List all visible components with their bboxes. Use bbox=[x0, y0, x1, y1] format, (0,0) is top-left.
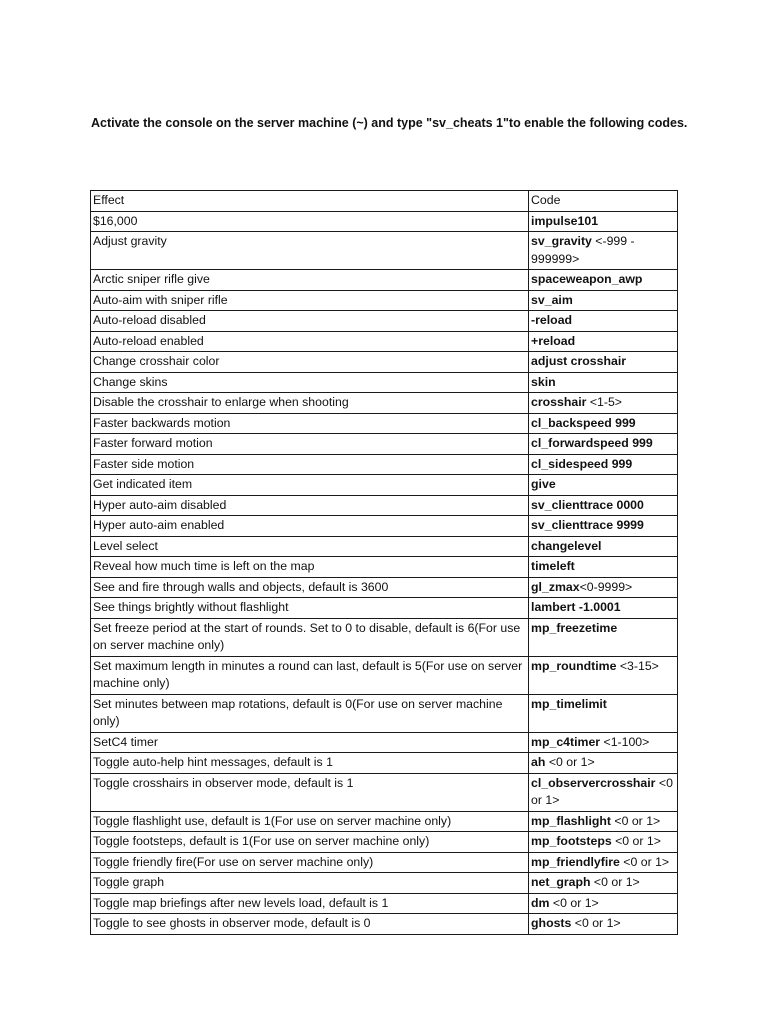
code-cell bbox=[529, 352, 678, 373]
table-row bbox=[91, 694, 678, 732]
code-argument: <0-9999> bbox=[579, 579, 633, 594]
code-cell bbox=[529, 753, 678, 774]
table-row bbox=[91, 852, 678, 873]
effect-cell: Faster side motion bbox=[91, 454, 529, 475]
table-row bbox=[91, 536, 678, 557]
code-argument: <0 or 1> bbox=[619, 854, 670, 869]
code-argument: <1-100> bbox=[600, 734, 650, 749]
effect-cell: See things brightly without flashlight bbox=[91, 598, 529, 619]
code-cell bbox=[529, 557, 678, 578]
effect-cell: Set maximum length in minutes a round can last, default is 5(For use on server machine only) bbox=[91, 656, 529, 694]
code-command: mp_c4timer bbox=[531, 734, 601, 749]
code-command: gl_zmax bbox=[531, 579, 580, 594]
effect-cell: Disable the crosshair to enlarge when shooting bbox=[91, 393, 529, 414]
code-command: dm bbox=[531, 895, 550, 910]
code-command: changelevel bbox=[531, 538, 602, 553]
table-row bbox=[91, 656, 678, 694]
code-cell bbox=[529, 413, 678, 434]
effect-cell: Get indicated item bbox=[91, 475, 529, 496]
code-cell bbox=[529, 656, 678, 694]
table-row bbox=[91, 893, 678, 914]
code-cell bbox=[529, 393, 678, 414]
effect-cell: Adjust gravity bbox=[91, 232, 529, 270]
table-row bbox=[91, 873, 678, 894]
table-row bbox=[91, 618, 678, 656]
code-command: sv_gravity bbox=[531, 234, 592, 248]
table-row bbox=[91, 598, 678, 619]
code-cell bbox=[529, 232, 678, 270]
code-command: sv_clienttrace 9999 bbox=[531, 518, 644, 532]
effect-cell: Toggle map briefings after new levels load, default is 1 bbox=[91, 893, 529, 914]
effect-cell: Set freeze period at the start of rounds. Set to 0 to disable, default is 6(For use on server machine only) bbox=[91, 618, 529, 656]
table-row bbox=[91, 311, 678, 332]
table-row bbox=[91, 773, 678, 811]
table-row bbox=[91, 557, 678, 578]
code-cell bbox=[529, 914, 678, 935]
effect-cell: Toggle flashlight use, default is 1(For use on server machine only) bbox=[91, 811, 529, 832]
table-row bbox=[91, 372, 678, 393]
code-command: mp_roundtime bbox=[531, 658, 617, 673]
code-cell bbox=[529, 811, 678, 832]
code-command: impulse101 bbox=[531, 213, 599, 228]
effect-cell: Hyper auto-aim enabled bbox=[91, 516, 529, 537]
code-command: cl_backspeed 999 bbox=[531, 415, 636, 430]
effect-cell: Level select bbox=[91, 536, 529, 557]
table-row bbox=[91, 393, 678, 414]
code-cell bbox=[529, 536, 678, 557]
table-row bbox=[91, 495, 678, 516]
effect-cell: Change crosshair color bbox=[91, 352, 529, 373]
code-command: mp_freezetime bbox=[531, 620, 618, 635]
code-cell bbox=[529, 495, 678, 516]
code-cell bbox=[529, 372, 678, 393]
code-command: crosshair bbox=[531, 395, 587, 409]
code-cell bbox=[529, 454, 678, 475]
code-cell bbox=[529, 893, 678, 914]
table-row bbox=[91, 290, 678, 311]
code-command: sv_clienttrace 0000 bbox=[531, 497, 644, 512]
code-command: cl_observercrosshair bbox=[531, 775, 656, 790]
code-command: skin bbox=[531, 374, 556, 389]
code-argument: <-999 - 999999> bbox=[531, 234, 635, 266]
cheat-codes-table bbox=[90, 190, 678, 935]
code-command: mp_footsteps bbox=[531, 834, 612, 848]
table-row bbox=[91, 413, 678, 434]
table-row bbox=[91, 434, 678, 455]
code-argument: <3-15> bbox=[616, 658, 659, 673]
code-command: lambert -1.0001 bbox=[531, 600, 621, 614]
code-command: ghosts bbox=[531, 916, 572, 930]
table-row bbox=[91, 211, 678, 232]
effect-cell: Change skins bbox=[91, 372, 529, 393]
intro-text: Activate the console on the server machine (~) and type "sv_cheats 1"to enable the following codes. bbox=[91, 116, 688, 130]
effect-cell: Hyper auto-aim disabled bbox=[91, 495, 529, 516]
code-argument: <1-5> bbox=[586, 395, 622, 409]
table-body bbox=[91, 211, 678, 934]
code-command: mp_timelimit bbox=[531, 696, 607, 711]
code-command: net_graph bbox=[531, 875, 591, 889]
effect-cell: Reveal how much time is left on the map bbox=[91, 557, 529, 578]
code-command: -reload bbox=[531, 313, 573, 327]
effect-cell: Toggle crosshairs in observer mode, default is 1 bbox=[91, 773, 529, 811]
code-argument: <0 or 1> bbox=[545, 755, 595, 769]
code-command: mp_friendlyfire bbox=[531, 854, 620, 869]
effect-cell: SetC4 timer bbox=[91, 732, 529, 753]
code-cell bbox=[529, 598, 678, 619]
code-argument: <0 or 1> bbox=[590, 875, 640, 889]
table-row bbox=[91, 516, 678, 537]
effect-column-header: Effect bbox=[91, 191, 529, 212]
code-cell bbox=[529, 577, 678, 598]
code-command: cl_forwardspeed 999 bbox=[531, 436, 653, 450]
table-row bbox=[91, 914, 678, 935]
effect-cell: Set minutes between map rotations, default is 0(For use on server machine only) bbox=[91, 694, 529, 732]
effect-cell: Toggle friendly fire(For use on server machine only) bbox=[91, 852, 529, 873]
code-command: mp_flashlight bbox=[531, 813, 611, 828]
code-cell bbox=[529, 832, 678, 853]
code-argument: <0 or 1> bbox=[611, 834, 661, 848]
code-cell bbox=[529, 732, 678, 753]
code-cell bbox=[529, 852, 678, 873]
code-cell bbox=[529, 618, 678, 656]
table-row bbox=[91, 753, 678, 774]
code-command: sv_aim bbox=[531, 292, 573, 307]
code-cell bbox=[529, 290, 678, 311]
table-row bbox=[91, 732, 678, 753]
effect-cell: Toggle to see ghosts in observer mode, default is 0 bbox=[91, 914, 529, 935]
code-argument: <0 or 1> bbox=[610, 813, 661, 828]
table-row bbox=[91, 811, 678, 832]
code-cell bbox=[529, 873, 678, 894]
code-command: cl_sidespeed 999 bbox=[531, 456, 633, 471]
code-cell bbox=[529, 516, 678, 537]
code-cell bbox=[529, 331, 678, 352]
code-command: spaceweapon_awp bbox=[531, 272, 643, 286]
code-cell bbox=[529, 434, 678, 455]
code-command: ah bbox=[531, 755, 546, 769]
code-cell bbox=[529, 270, 678, 291]
table-row bbox=[91, 475, 678, 496]
table-row bbox=[91, 331, 678, 352]
table-row bbox=[91, 352, 678, 373]
code-command: +reload bbox=[531, 333, 576, 348]
code-cell bbox=[529, 773, 678, 811]
code-argument: <0 or 1> bbox=[571, 916, 621, 930]
code-command: adjust crosshair bbox=[531, 354, 627, 368]
code-cell bbox=[529, 694, 678, 732]
effect-cell: Faster backwards motion bbox=[91, 413, 529, 434]
effect-cell: Auto-aim with sniper rifle bbox=[91, 290, 529, 311]
table-header-row bbox=[91, 191, 678, 212]
effect-cell: Toggle graph bbox=[91, 873, 529, 894]
effect-cell: See and fire through walls and objects, default is 3600 bbox=[91, 577, 529, 598]
code-command: timeleft bbox=[531, 559, 575, 573]
table-row bbox=[91, 454, 678, 475]
code-argument: <0 or 1> bbox=[531, 775, 673, 807]
table-row bbox=[91, 232, 678, 270]
code-argument: <0 or 1> bbox=[549, 895, 599, 910]
effect-cell: Auto-reload disabled bbox=[91, 311, 529, 332]
code-cell bbox=[529, 475, 678, 496]
effect-cell: Arctic sniper rifle give bbox=[91, 270, 529, 291]
effect-cell: Toggle footsteps, default is 1(For use on server machine only) bbox=[91, 832, 529, 853]
code-cell bbox=[529, 311, 678, 332]
effect-cell: Faster forward motion bbox=[91, 434, 529, 455]
table-row bbox=[91, 832, 678, 853]
code-column-header: Code bbox=[529, 191, 678, 212]
effect-cell: $16,000 bbox=[91, 211, 529, 232]
table-row bbox=[91, 270, 678, 291]
code-cell bbox=[529, 211, 678, 232]
code-command: give bbox=[531, 477, 556, 491]
table-row bbox=[91, 577, 678, 598]
effect-cell: Auto-reload enabled bbox=[91, 331, 529, 352]
effect-cell: Toggle auto-help hint messages, default is 1 bbox=[91, 753, 529, 774]
